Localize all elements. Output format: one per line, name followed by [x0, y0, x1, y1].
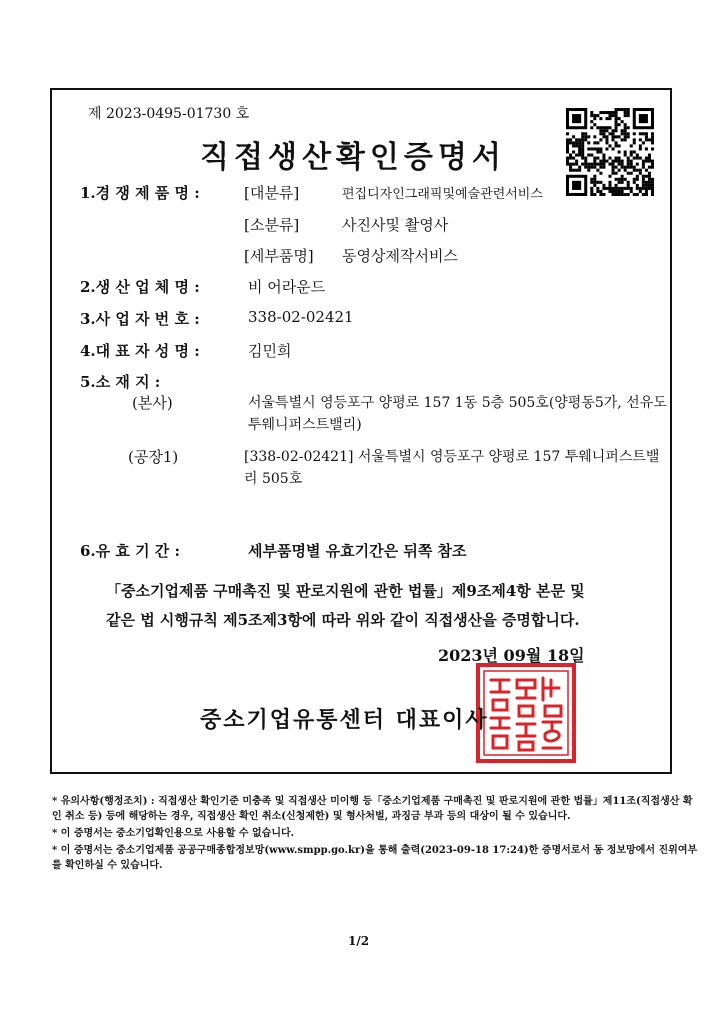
location-label: 5.소 재 지 :: [80, 373, 161, 391]
validity-label: 6.유 효 기 간 :: [80, 542, 181, 560]
detail-product-value: 동영상제작서비스: [342, 247, 458, 265]
product-label: 1.경 쟁 제 품 명 :: [80, 184, 200, 202]
detail-product-tag: [세부품명]: [244, 247, 314, 265]
ceo-value: 김민희: [248, 342, 292, 360]
major-category-tag: [대분류]: [244, 184, 300, 202]
hq-address: 서울특별시 영등포구 양평로 157 1동 5층 505호(양평동5가, 선유도 투웨니퍼스트밸리): [248, 395, 667, 433]
company-value: 비 어라운드: [248, 278, 326, 296]
minor-category-tag: [소분류]: [244, 216, 300, 234]
certificate-number: 제 2023-0495-01730 호: [88, 106, 250, 122]
validity-value: 세부품명별 유효기간은 뒤쪽 참조: [248, 542, 467, 560]
note-item: * 이 증명서는 중소기업확인용으로 사용할 수 없습니다.: [52, 828, 295, 839]
minor-category-value: 사진사및 촬영사: [342, 216, 449, 234]
official-seal-icon: [475, 662, 577, 764]
issuer-name: 중소기업유통센터 대표이사: [200, 707, 489, 733]
certification-statement-line2: 같은 법 시행규칙 제5조제3항에 따라 위와 같이 직접생산을 증명합니다.: [106, 611, 580, 629]
major-category-value: 편집디자인그래픽및예술관련서비스: [342, 187, 543, 202]
note-item: * 유의사항(행정조치) : 직접생산 확인기준 미충족 및 직접생산 미이행 등「중소기업제품 구매촉진 및 판로지원에 관한 법률」제11조(직접생산 확인 취소 등) 등에 해당하는 경우, 직접생산 확인 취소(신청제한) 및 형사처벌, 과징금 부과 등의 대상이 될 수 있습니다.: [52, 796, 693, 822]
factory-label: (공장1): [128, 448, 179, 466]
notes-section: [52, 794, 702, 875]
qr-code-icon[interactable]: [566, 108, 654, 196]
company-label: 2.생 산 업 체 명 :: [80, 278, 200, 296]
biz-no-value: 338-02-02421: [248, 308, 354, 326]
factory-address: [338-02-02421] 서울특별시 영등포구 양평로 157 투웨니퍼스트밸리 505호: [244, 449, 660, 487]
issue-date: 2023년 09월 18일: [438, 646, 585, 665]
certification-statement-line1: 「중소기업제품 구매촉진 및 판로지원에 관한 법률」제9조제4항 본문 및: [106, 582, 585, 600]
biz-no-label: 3.사 업 자 번 호 :: [80, 310, 200, 328]
note-item: * 이 증명서는 중소기업제품 공공구매종합정보망(www.smpp.go.kr)을 통해 출력(2023-09-18 17:24)한 증명서로서 동 정보망에서 진위여부를 확인하실 수 있습니다.: [52, 845, 698, 871]
page-number: 1/2: [348, 934, 370, 948]
ceo-label: 4.대 표 자 성 명 :: [80, 342, 200, 360]
page-title: 직접생산확인증명서: [200, 140, 506, 175]
hq-label: (본사): [132, 394, 173, 412]
